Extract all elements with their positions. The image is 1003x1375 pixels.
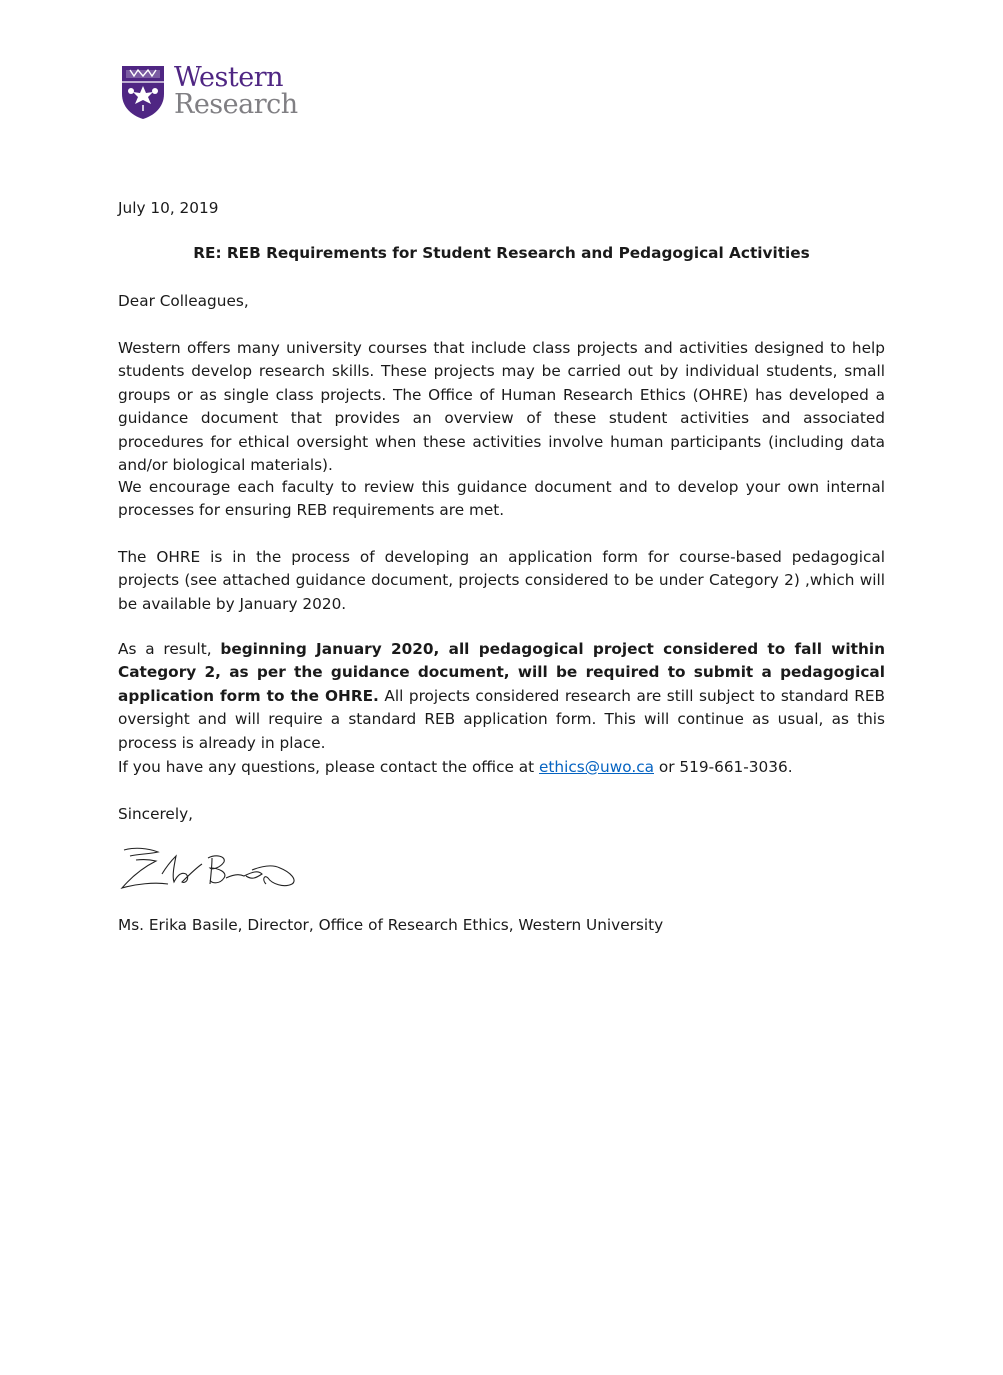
paragraph-course-projects: Western offers many university courses that include class projects and activities designed to help students develop research skills. These projects may be carried out by individual students, small groups or as single class projects. The Office of Human Research Ethics (OHRE) has developed a guidance document that provides an overview of these student activities and associated procedures for ethical oversight when these activities involve human participants (including data and/or biological materials). (118, 339, 885, 475)
logo-line-research: Research (174, 89, 298, 120)
letter-greeting: Dear Colleagues, (118, 292, 249, 310)
paragraph-requirement (118, 638, 885, 755)
western-research-logo (120, 64, 320, 124)
paragraph-application-form: The OHRE is in the process of developing an application form for course-based pedagogical projects (see attached guidance document, projects considered to be under Category 2) ,which will be available by January 2020. (118, 548, 885, 613)
letter-date: July 10, 2019 (118, 199, 219, 217)
requirement-tail-text: All projects considered research are still subject to standard REB oversight and will require a standard REB application form. This will continue as usual, as this process is already in place. (118, 686, 885, 752)
letter-subject: RE: REB Requirements for Student Research and Pedagogical Activities (193, 244, 810, 262)
contact-tail-text: or 519-661-3036. (654, 758, 793, 776)
requirement-lead-text: As a result, (118, 640, 221, 658)
letter-closing: Sincerely, (118, 805, 194, 823)
handwritten-signature (116, 844, 306, 896)
paragraph-encourage-review: We encourage each faculty to review this guidance document and to develop your own internal processes for ensuring REB requirements are met. (118, 478, 885, 520)
signer-name-title: Ms. Erika Basile, Director, Office of Research Ethics, Western University (118, 916, 664, 934)
requirement-bold-text: beginning January 2020, all pedagogical project considered to fall within Category 2, as per the guidance document, will be required to submit a pedagogical application form to the OHRE. (118, 640, 885, 705)
contact-lead-text: If you have any questions, please contact the office at (118, 758, 540, 776)
ethics-email-link[interactable]: ethics@uwo.ca (539, 758, 654, 776)
paragraph-contact (118, 756, 885, 779)
logo-line-western: Western (174, 62, 284, 93)
logo-wordmark (174, 64, 298, 118)
western-shield-icon (120, 64, 166, 120)
